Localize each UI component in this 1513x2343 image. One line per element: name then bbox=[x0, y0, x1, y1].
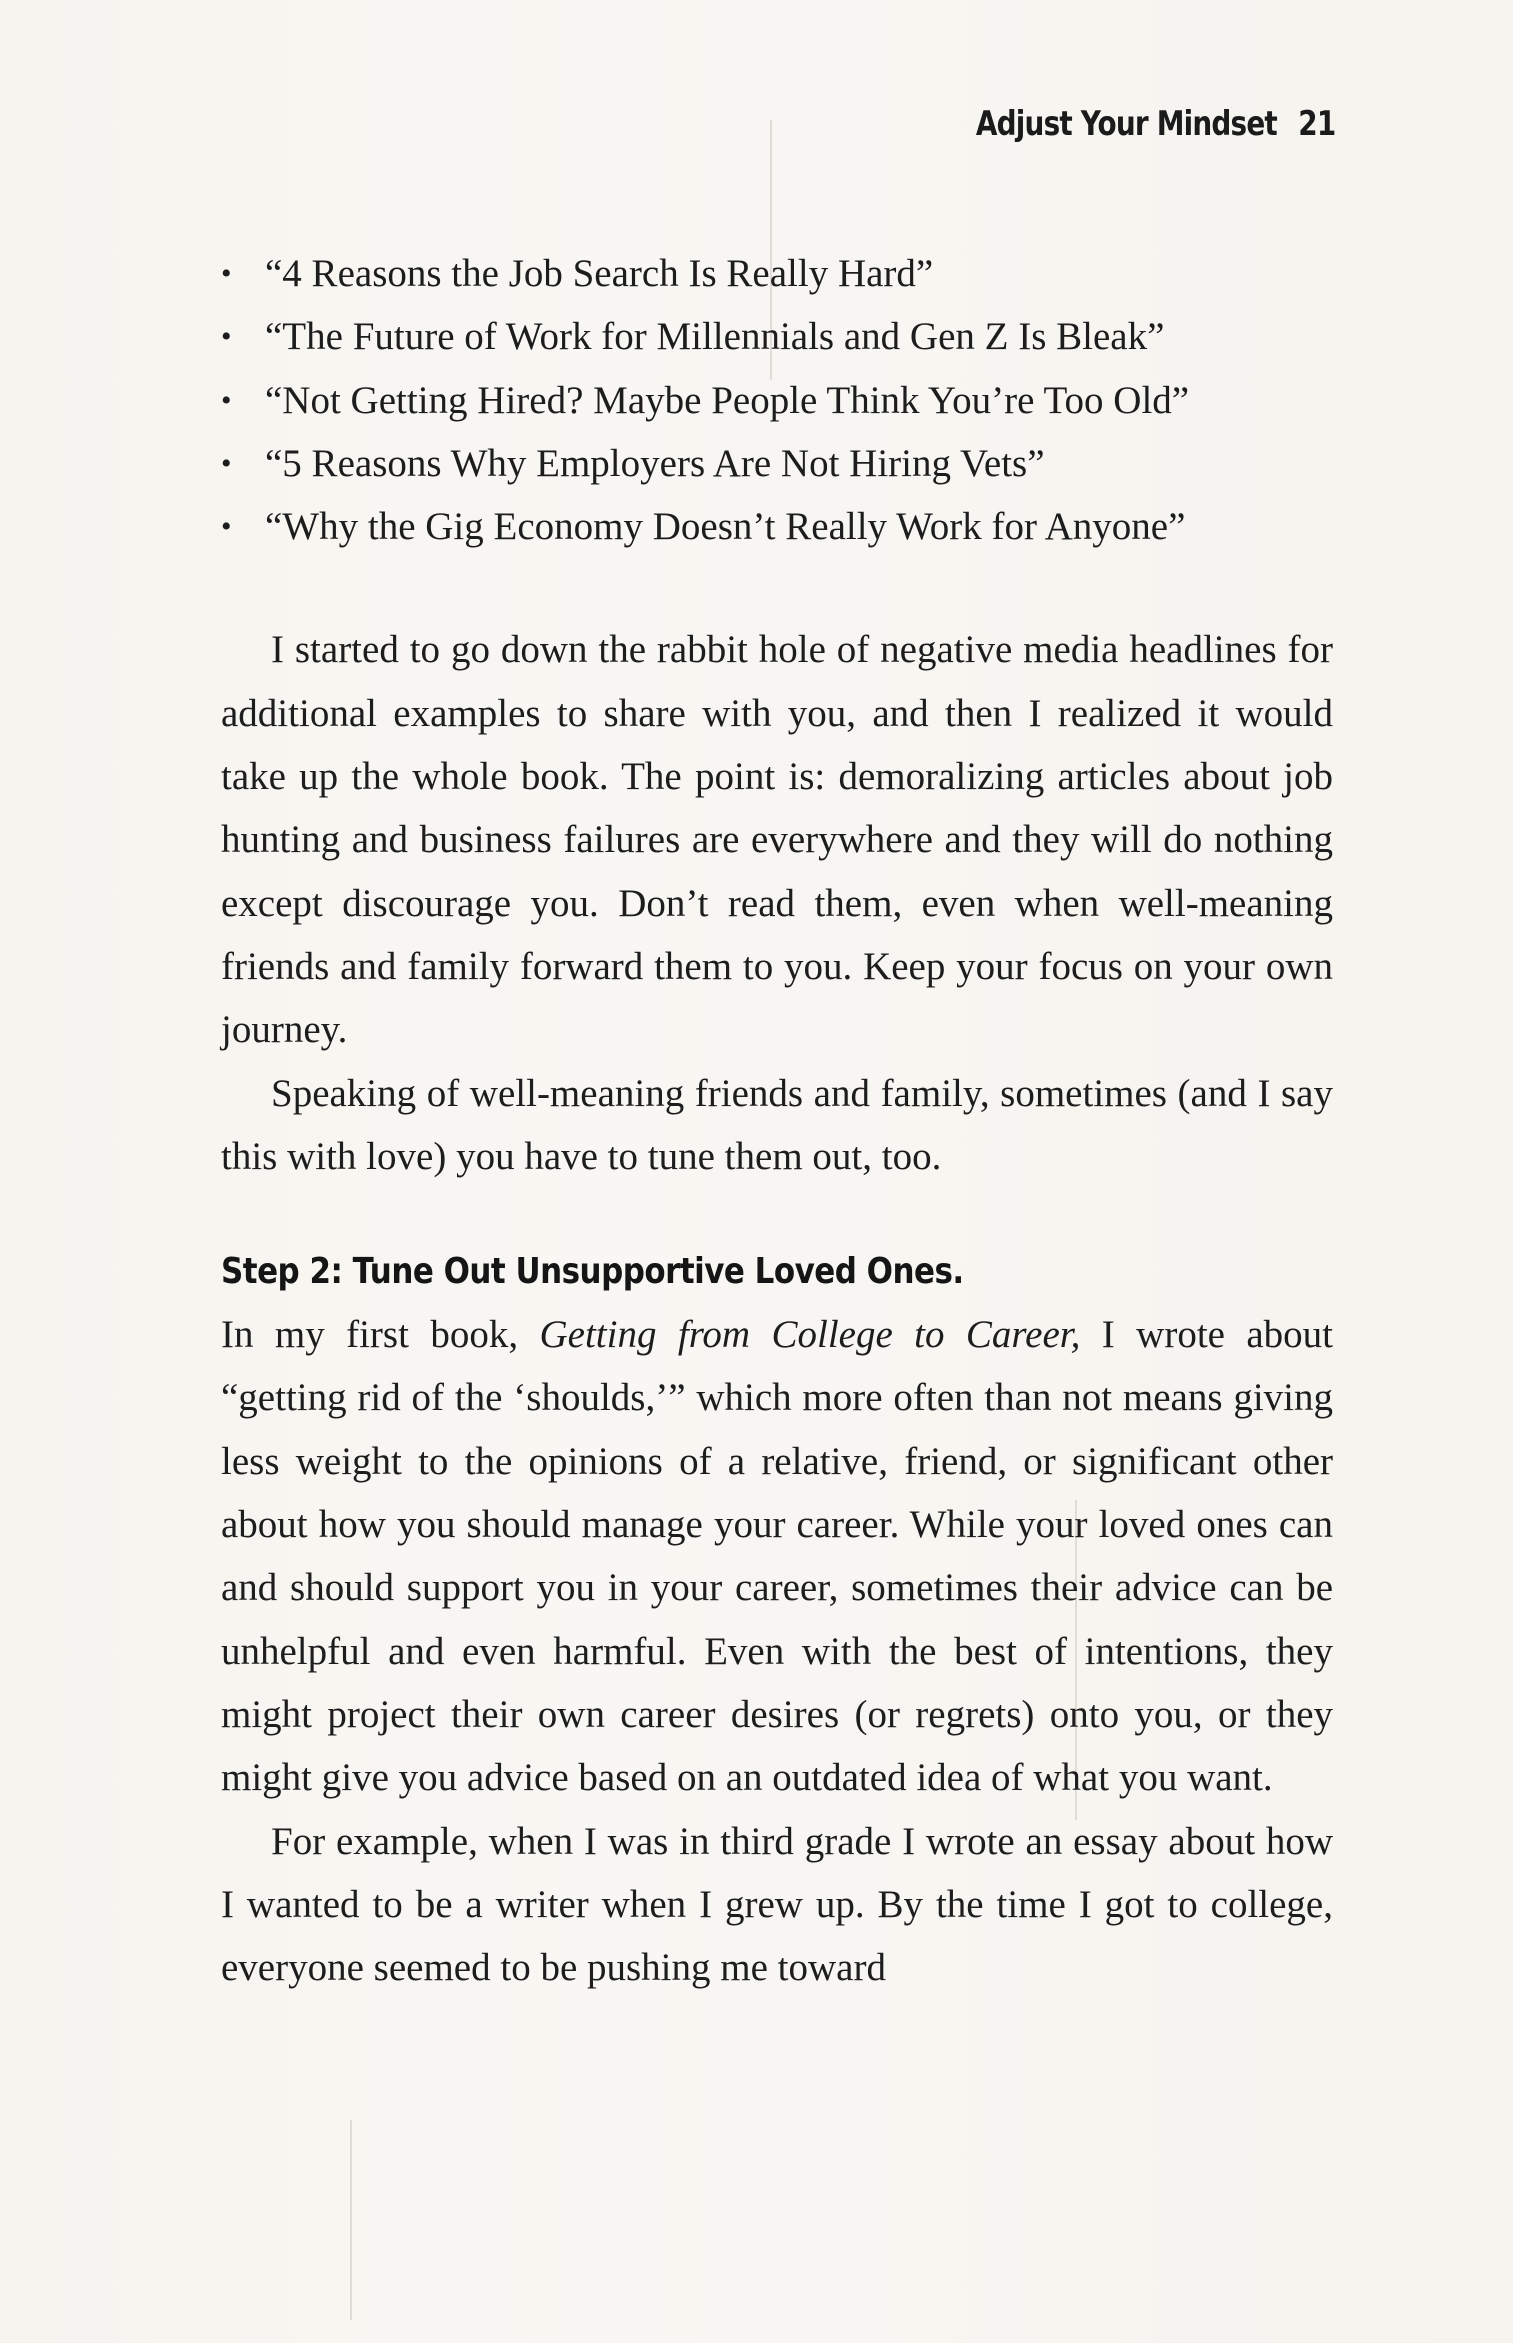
bullet-icon: • bbox=[221, 257, 232, 290]
list-item: • “Not Getting Hired? Maybe People Think You’re Too Old” bbox=[221, 369, 1333, 432]
paragraph-loved-ones-intro: Speaking of well-meaning friends and family, sometimes (and I say this with love) you have to tune them out, too. bbox=[221, 1071, 1333, 1178]
running-header bbox=[975, 104, 1335, 144]
step-heading: Step 2: Tune Out Unsupportive Loved Ones. bbox=[221, 1251, 964, 1293]
bleed-through-mark bbox=[350, 2120, 352, 2320]
list-item: • “5 Reasons Why Employers Are Not Hiring Vets” bbox=[221, 432, 1333, 495]
bullet-icon: • bbox=[221, 383, 232, 417]
bullet-icon: • bbox=[221, 446, 232, 480]
section-title: Adjust Your Mindset bbox=[975, 104, 1277, 144]
list-item: • “Why the Gig Economy Doesn’t Really Work for Anyone” bbox=[221, 495, 1333, 558]
headline-list bbox=[221, 242, 1333, 558]
page-content bbox=[221, 242, 1333, 1999]
list-item: • “4 Reasons the Job Search Is Really Hard” bbox=[221, 242, 1333, 305]
paragraph-shoulds: In my first book, Getting from College to Career, I wrote about “getting rid of the ‘shoulds,’” which more often than not means giving less weight to the opinions of a relative, friend, or significant other about how you should manage your career. While your loved ones can and should support you in your career, sometimes their advice can be unhelpful and even harmful. Even with the best of intentions, they might project their own career desires (or regrets) onto you, or they might give you advice based on an outdated idea of what you want. bbox=[221, 1313, 1334, 1800]
bullet-icon: • bbox=[221, 320, 232, 354]
paragraph-negative-headlines: I started to go down the rabbit hole of negative media headlines for additional examples to share with you, and then I realized it would take up the whole book. The point is: demoralizing articles about job hunting and business failures are everywhere and they will do nothing except discourage you. Don’t read them, even when well-meaning friends and family forward them to you. Keep your focus on your own journey. bbox=[221, 628, 1333, 1052]
book-title: Getting from College to Career, bbox=[539, 1313, 1081, 1357]
paragraph-example: For example, when I was in third grade I wrote an essay about how I wanted to be a writer when I grew up. By the time I got to college, everyone seemed to be pushing me toward bbox=[221, 1819, 1333, 1990]
bullet-icon: • bbox=[221, 510, 232, 544]
page-number: 21 bbox=[1297, 104, 1335, 144]
list-item: • “The Future of Work for Millennials and Gen Z Is Bleak” bbox=[221, 305, 1333, 368]
